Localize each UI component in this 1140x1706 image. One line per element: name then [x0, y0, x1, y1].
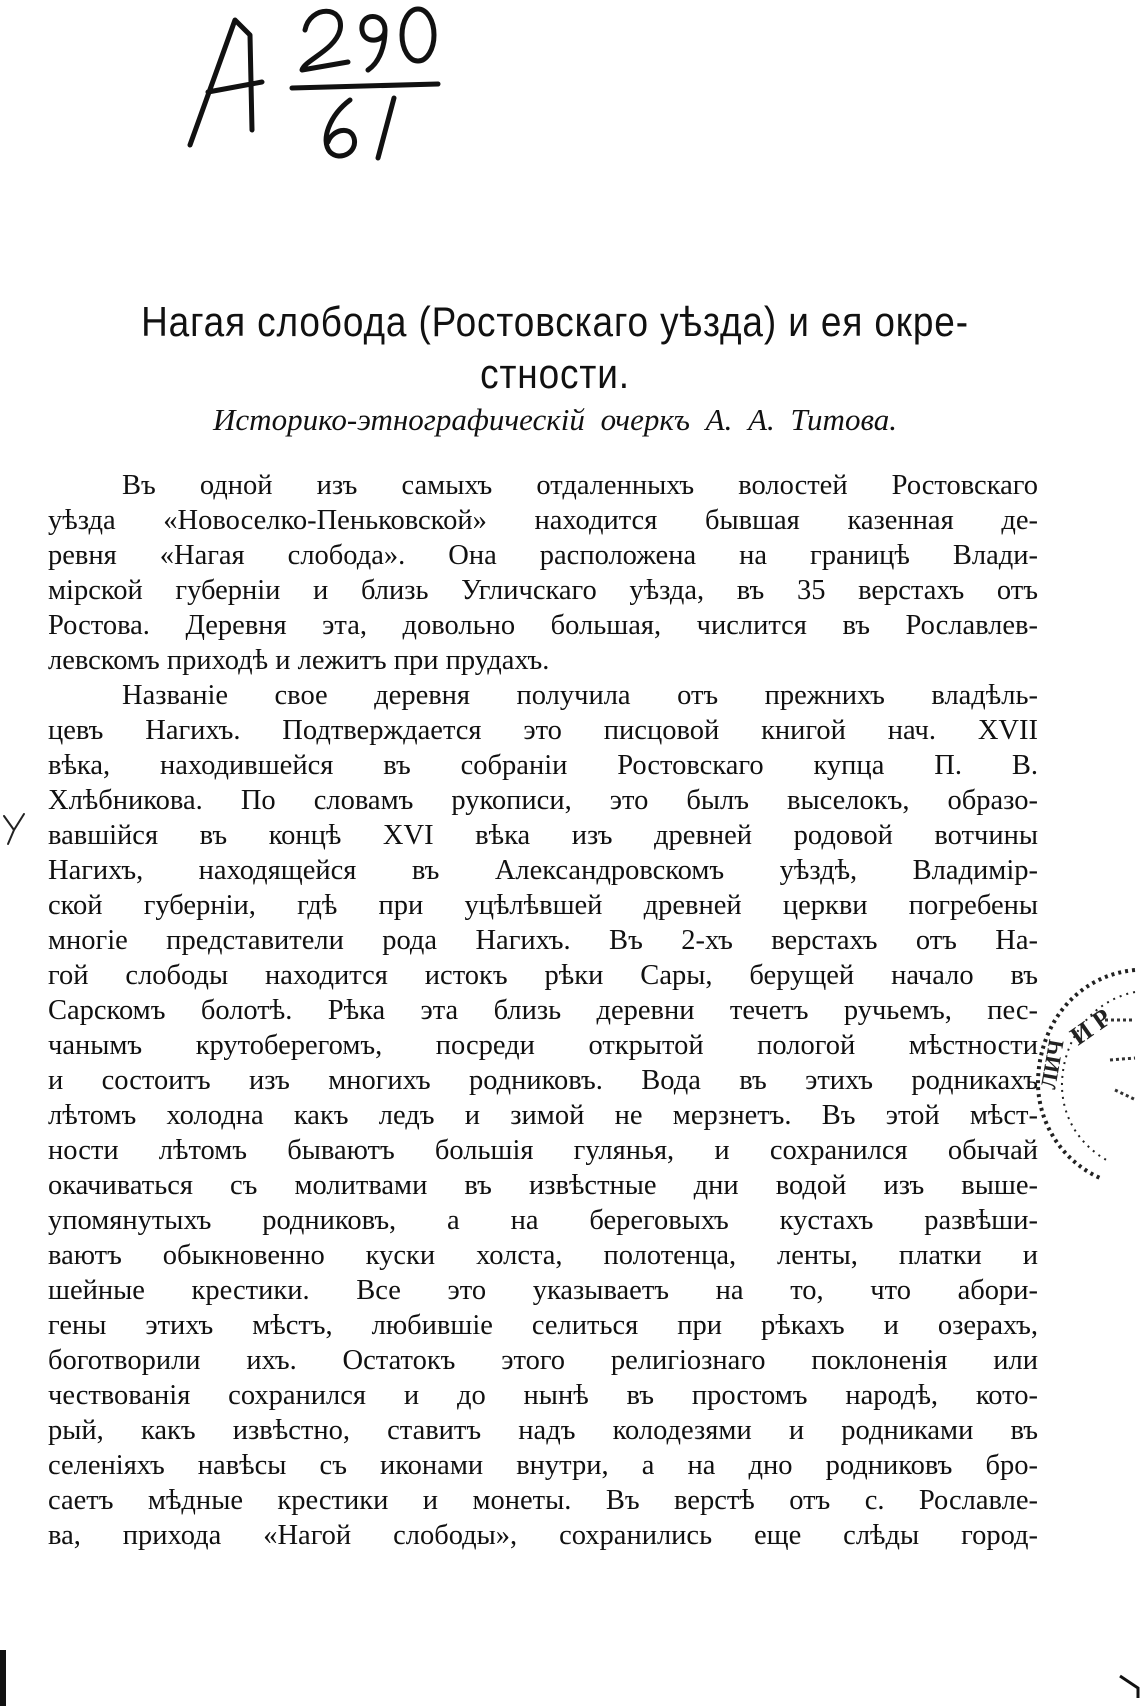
- svg-text:ЛИЧ: ЛИЧ: [1035, 1037, 1069, 1091]
- handwritten-archive-mark: [180, 0, 460, 170]
- text-line: Названіе свое деревня получила отъ прежнихъ владѣль-: [122, 680, 1038, 711]
- svg-text:И Р: И Р: [1064, 1002, 1117, 1051]
- text-line: селеніяхъ навѣсы съ иконами внутри, а на дно родниковъ бро-: [48, 1450, 1038, 1481]
- text-line: саетъ мѣдные крестики и монеты. Въ верстѣ отъ с. Рославле-: [48, 1485, 1038, 1516]
- scan-edge-mark: [0, 1650, 6, 1706]
- margin-pencil-mark: [0, 808, 30, 848]
- text-line: Въ одной изъ самыхъ отдаленныхъ волостей Ростовскаго: [122, 470, 1038, 501]
- margin-mark-drawing: [0, 808, 30, 848]
- text-line: и состоитъ изъ многихъ родниковъ. Вода въ этихъ родникахъ: [48, 1065, 1038, 1096]
- text-line: цевъ Нагихъ. Подтверждается это писцовой книгой нач. XVII: [48, 715, 1038, 746]
- text-line: окачиваться съ молитвами въ извѣстные дни водой изъ выше-: [48, 1170, 1038, 1201]
- stamp-drawing: [960, 950, 1140, 1180]
- text-line: гой слободы находится истокъ рѣки Сары, берущей начало въ: [48, 960, 1038, 991]
- library-stamp: [960, 950, 1140, 1180]
- text-line: Ростова. Деревня эта, довольно большая, числится въ Рославлев-: [48, 610, 1038, 641]
- text-line: вавшійся въ концѣ XVI вѣка изъ древней родовой вотчины: [48, 820, 1038, 851]
- text-line: боготворили ихъ. Остатокъ этого религіознаго поклоненія или: [48, 1345, 1038, 1376]
- text-line: шейные крестики. Все это указываетъ на то, что абори-: [48, 1275, 1038, 1306]
- document-title: [102, 296, 1008, 400]
- text-line: лѣтомъ холодна какъ ледъ и зимой не мерзнетъ. Въ этой мѣст-: [48, 1100, 1038, 1131]
- text-line: Хлѣбникова. По словамъ рукописи, это былъ выселокъ, образо-: [48, 785, 1038, 816]
- title-line-2: стности.: [480, 350, 630, 397]
- text-line: левскомъ приходѣ и лежитъ при прудахъ.: [48, 645, 550, 676]
- scan-edge-mark: [1118, 1668, 1140, 1698]
- text-line: чествованія сохранился и до нынѣ въ простомъ народѣ, кото-: [48, 1380, 1038, 1411]
- title-line-1: Нагая слобода (Ростовскаго уѣзда) и ея окре-: [141, 298, 969, 345]
- text-line: ва, прихода «Нагой слободы», сохранились еще слѣды город-: [48, 1520, 1038, 1551]
- text-line: чанымъ крутоберегомъ, посреди открытой пологой мѣстности: [48, 1030, 1038, 1061]
- text-line: вѣка, находившейся въ собраніи Ростовскаго купца П. В.: [48, 750, 1038, 781]
- text-line: ности лѣтомъ бываютъ большія гулянья, и сохранился обычай: [48, 1135, 1038, 1166]
- text-line: Сарскомъ болотѣ. Рѣка эта близь деревни течетъ ручьемъ, пес-: [48, 995, 1038, 1026]
- text-line: ваютъ обыкновенно куски холста, полотенца, ленты, платки и: [48, 1240, 1038, 1271]
- text-line: рый, какъ извѣстно, ставитъ надъ колодезями и родниками въ: [48, 1415, 1038, 1446]
- text-line: мірской губерніи и близь Угличскаго уѣзда, въ 35 верстахъ отъ: [48, 575, 1038, 606]
- archive-mark-drawing: [180, 0, 460, 170]
- text-line: гены этихъ мѣстъ, любившіе селиться при рѣкахъ и озерахъ,: [48, 1310, 1038, 1341]
- text-line: ревня «Нагая слобода». Она расположена на границѣ Влади-: [48, 540, 1038, 571]
- text-line: уѣзда «Новоселко-Пеньковской» находится бывшая казенная де-: [48, 505, 1038, 536]
- body-text: [48, 468, 1038, 1553]
- paragraph-1: [48, 468, 1038, 678]
- text-line: упомянутыхъ родниковъ, а на береговыхъ кустахъ развѣши-: [48, 1205, 1038, 1236]
- paragraph-2: [48, 678, 1038, 1553]
- text-line: многіе представители рода Нагихъ. Въ 2-хъ верстахъ отъ На-: [48, 925, 1038, 956]
- text-line: ской губерніи, гдѣ при уцѣлѣвшей древней церкви погребены: [48, 890, 1038, 921]
- text-line: Нагихъ, находящейся въ Александровскомъ уѣздѣ, Владимір-: [48, 855, 1038, 886]
- edge-mark-drawing: [1118, 1668, 1140, 1698]
- document-subtitle: Историко-этнографическій очеркъ А. А. Титова.: [213, 402, 897, 437]
